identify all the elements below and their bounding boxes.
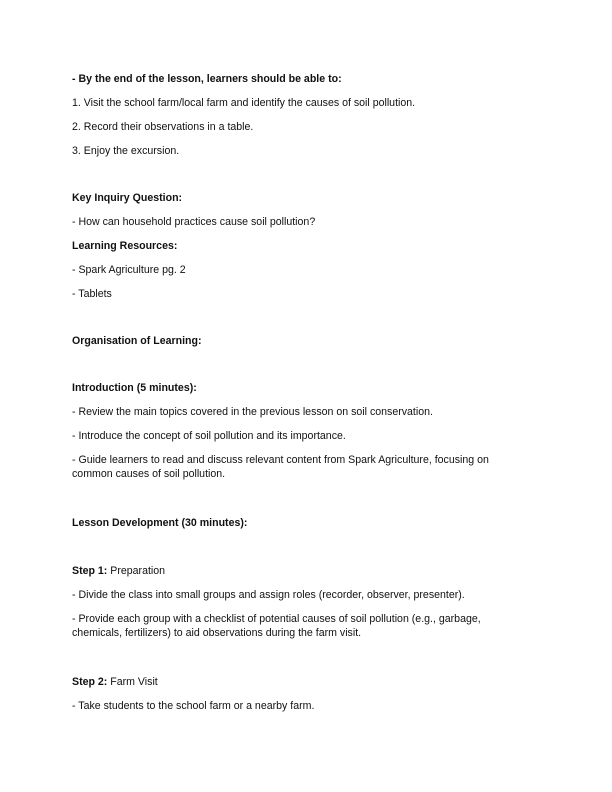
step2-heading bbox=[72, 675, 158, 689]
introduction-item: - Introduce the concept of soil pollution and its importance. bbox=[72, 430, 346, 442]
step1-heading bbox=[72, 564, 165, 578]
objective-item: 2. Record their observations in a table. bbox=[72, 121, 254, 133]
introduction-item: - Guide learners to read and discuss relevant content from Spark Agriculture, focusing on common causes of soil pollution. bbox=[72, 454, 489, 480]
organisation-heading: Organisation of Learning: bbox=[72, 335, 202, 347]
objective-item: 1. Visit the school farm/local farm and identify the causes of soil pollution. bbox=[72, 97, 416, 109]
development-heading: Lesson Development (30 minutes): bbox=[72, 517, 248, 529]
resource-item: - Tablets bbox=[72, 288, 112, 300]
inquiry-heading: Key Inquiry Question: bbox=[72, 192, 183, 204]
objective-item: 3. Enjoy the excursion. bbox=[72, 145, 180, 157]
objectives-heading: - By the end of the lesson, learners should be able to: bbox=[72, 73, 342, 85]
introduction-heading: Introduction (5 minutes): bbox=[72, 382, 197, 394]
inquiry-question: - How can household practices cause soil pollution? bbox=[72, 216, 316, 228]
step1-label: Step 1: bbox=[72, 565, 108, 577]
step1-item: - Divide the class into small groups and assign roles (recorder, observer, presenter). bbox=[72, 589, 465, 601]
step2-title: Farm Visit bbox=[107, 676, 158, 688]
step1-title: Preparation bbox=[107, 565, 166, 577]
step2-item: - Take students to the school farm or a nearby farm. bbox=[72, 700, 315, 712]
step2-label: Step 2: bbox=[72, 676, 108, 688]
step1-item: - Provide each group with a checklist of potential causes of soil pollution (e.g., garbage, chemicals, fertilizers) to aid observations during the farm visit. bbox=[72, 613, 481, 639]
resources-heading: Learning Resources: bbox=[72, 240, 178, 252]
introduction-item: - Review the main topics covered in the previous lesson on soil conservation. bbox=[72, 406, 433, 418]
resource-item: - Spark Agriculture pg. 2 bbox=[72, 264, 186, 276]
